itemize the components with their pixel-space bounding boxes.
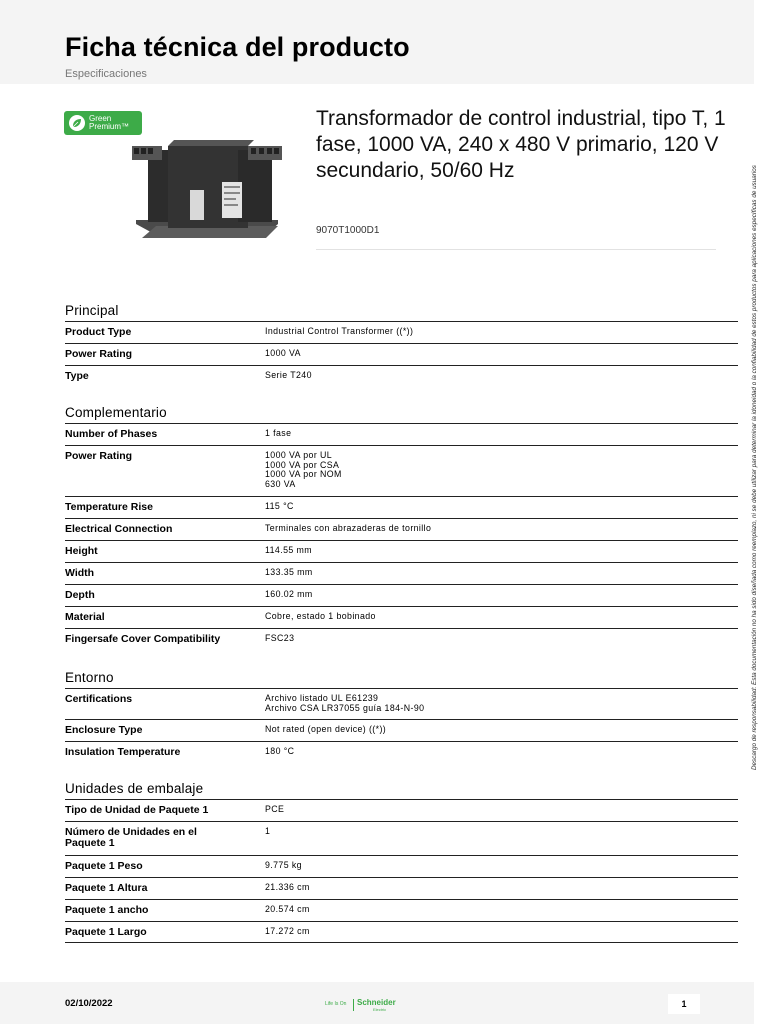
logo-sub: Electric (373, 1007, 387, 1012)
section-complementario (65, 404, 738, 650)
footer-date: 02/10/2022 (65, 998, 113, 1009)
green-premium-badge (64, 111, 142, 135)
spec-label: Electrical Connection (65, 523, 173, 535)
spec-label: Número de Unidades en el Paquete 1 (65, 826, 197, 849)
spec-value: Not rated (open device) ((*)) (265, 724, 387, 734)
spec-row (65, 821, 738, 855)
logo-brand: Schneider (357, 998, 396, 1007)
section-title: Complementario (65, 405, 167, 420)
spec-row (65, 343, 738, 365)
spec-label: Width (65, 567, 95, 579)
logo-tagline: Life Is On (325, 1001, 347, 1007)
spec-value: 20.574 cm (265, 904, 310, 914)
spec-row (65, 496, 738, 518)
schneider-electric-logo (325, 998, 403, 1012)
spec-label: Fingersafe Cover Compatibility (65, 633, 221, 645)
spec-row (65, 562, 738, 584)
spec-label: Insulation Temperature (65, 746, 181, 758)
spec-label: Certifications (65, 693, 133, 705)
spec-value: Cobre, estado 1 bobinado (265, 611, 376, 621)
page-title: Ficha técnica del producto (65, 32, 410, 62)
spec-value: PCE (265, 804, 285, 814)
leaf-icon (68, 114, 86, 132)
section-unidades-de-embalaje (65, 780, 738, 943)
spec-row (65, 628, 738, 650)
spec-value: FSC23 (265, 633, 295, 643)
spec-label: Paquete 1 Peso (65, 860, 143, 872)
spec-label: Tipo de Unidad de Paquete 1 (65, 804, 209, 816)
transformer-product-image (128, 140, 288, 244)
spec-value: 160.02 mm (265, 589, 313, 599)
logo-divider (353, 999, 354, 1011)
spec-value: 115 °C (265, 501, 294, 511)
badge-line-1: Green (89, 114, 112, 123)
spec-value: Serie T240 (265, 370, 312, 380)
spec-label: Height (65, 545, 98, 557)
spec-value: 114.55 mm (265, 545, 312, 555)
spec-label: Paquete 1 Altura (65, 882, 148, 894)
badge-line-2: Premium™ (89, 122, 130, 131)
product-reference: 9070T1000D1 (316, 225, 380, 236)
spec-row (65, 799, 738, 821)
spec-row (65, 899, 738, 921)
spec-row (65, 877, 738, 899)
spec-label: Paquete 1 ancho (65, 904, 149, 916)
product-name: Transformador de control industrial, tipo T, 1 fase, 1000 VA, 240 x 480 V primario, 120 V secundario, 50/60 Hz (316, 107, 726, 182)
spec-label: Temperature Rise (65, 501, 153, 513)
spec-label: Number of Phases (65, 428, 158, 440)
spec-label: Depth (65, 589, 95, 601)
reference-divider (316, 249, 716, 250)
spec-value: 1000 VA por UL 1000 VA por CSA 1000 VA por NOM 630 VA (265, 450, 342, 489)
spec-row (65, 719, 738, 741)
spec-value: 1000 VA (265, 348, 301, 358)
spec-value: 1 fase (265, 428, 292, 438)
spec-value: 133.35 mm (265, 567, 313, 577)
spec-row (65, 606, 738, 628)
spec-label: Type (65, 370, 89, 382)
spec-value: Industrial Control Transformer ((*)) (265, 326, 414, 336)
section-title: Principal (65, 303, 119, 318)
spec-value: Archivo listado UL E61239 Archivo CSA LR37055 guía 184-N-90 (265, 693, 425, 713)
spec-row (65, 921, 738, 943)
spec-row (65, 584, 738, 606)
spec-value: 180 °C (265, 746, 295, 756)
spec-row (65, 423, 738, 445)
spec-label: Enclosure Type (65, 724, 143, 736)
spec-row (65, 540, 738, 562)
page-number: 1 (668, 994, 700, 1014)
section-title: Unidades de embalaje (65, 781, 204, 796)
spec-row (65, 688, 738, 719)
section-title: Entorno (65, 670, 114, 685)
spec-value: 17.272 cm (265, 926, 310, 936)
disclaimer-vertical-text: Descargo de responsabilidad: Esta documentación no ha sido diseñada como reemplazo, ni se debe utilizar para determinar la idoneidad o la confiabilidad de estos productos para aplicaciones específicas de usuarios (751, 165, 758, 771)
spec-row (65, 365, 738, 387)
spec-label: Power Rating (65, 450, 133, 462)
spec-label: Paquete 1 Largo (65, 926, 147, 938)
spec-row (65, 445, 738, 496)
page-subtitle: Especificaciones (65, 68, 147, 80)
section-entorno (65, 669, 738, 763)
spec-value: 21.336 cm (265, 882, 310, 892)
spec-label: Material (65, 611, 105, 623)
spec-label: Product Type (65, 326, 132, 338)
spec-row (65, 741, 738, 763)
spec-row (65, 321, 738, 343)
section-principal (65, 302, 738, 387)
spec-value: Terminales con abrazaderas de tornillo (265, 523, 432, 533)
spec-label: Power Rating (65, 348, 133, 360)
spec-value: 9.775 kg (265, 860, 302, 870)
spec-row (65, 855, 738, 877)
spec-value: 1 (265, 826, 271, 836)
spec-row (65, 518, 738, 540)
